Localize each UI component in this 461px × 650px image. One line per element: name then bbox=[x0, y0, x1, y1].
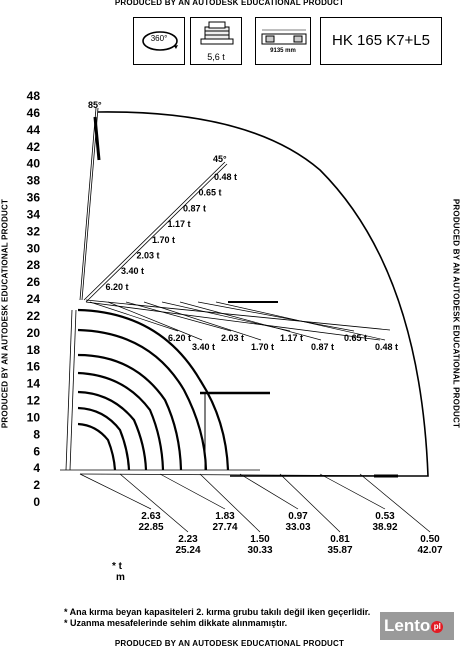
main-capacity-reach: 30.33 bbox=[247, 545, 273, 556]
y-tick-label: 42 bbox=[26, 139, 40, 154]
main-capacity-reach: 33.03 bbox=[285, 522, 311, 533]
watermark-bottom: PRODUCED BY AN AUTODESK EDUCATIONAL PRODUCT bbox=[114, 639, 345, 648]
y-tick-label: 12 bbox=[26, 393, 40, 408]
y-tick-label: 22 bbox=[26, 308, 40, 323]
outer-envelope bbox=[98, 112, 428, 476]
main-capacity-tonnes: 2.23 bbox=[178, 534, 198, 545]
angle-label-85: 85° bbox=[88, 100, 102, 110]
jib-leader-line bbox=[126, 302, 231, 331]
logo-suffix: pl bbox=[431, 621, 443, 633]
main-capacity-tonnes: 1.50 bbox=[250, 534, 270, 545]
rotation-label: 360° bbox=[150, 34, 168, 43]
main-capacity-tonnes: 0.50 bbox=[420, 534, 440, 545]
watermark-right: PRODUCED BY AN AUTODESK EDUCATIONAL PRODUCT bbox=[451, 198, 461, 429]
lento-logo bbox=[380, 612, 454, 640]
y-tick-label: 6 bbox=[33, 444, 40, 459]
diagonal-capacity-labels bbox=[106, 172, 238, 292]
y-tick-label: 4 bbox=[33, 461, 40, 476]
y-tick-label: 46 bbox=[26, 105, 40, 120]
jib-capacity-label: 2.03 t bbox=[221, 333, 245, 343]
diagonal-capacity-label: 0.65 t bbox=[198, 187, 222, 198]
main-leader-line bbox=[240, 474, 298, 509]
y-tick-label: 2 bbox=[33, 478, 40, 493]
jib-capacity-label: 1.70 t bbox=[251, 342, 275, 352]
main-capacity-reach: 42.07 bbox=[417, 545, 443, 556]
diagonal-capacity-label: 1.70 t bbox=[152, 234, 176, 245]
jib-capacity-label: 0.87 t bbox=[311, 342, 335, 352]
y-tick-label: 44 bbox=[26, 122, 40, 137]
y-tick-label: 28 bbox=[26, 258, 40, 273]
main-capacity-reach: 27.74 bbox=[212, 522, 238, 533]
y-tick-label: 10 bbox=[26, 410, 40, 425]
jib-leader-line bbox=[144, 302, 261, 340]
y-tick-label: 8 bbox=[33, 427, 40, 442]
y-tick-label: 36 bbox=[26, 190, 40, 205]
legend-t: * t bbox=[112, 561, 122, 572]
jib-capacity-label: 0.48 t bbox=[375, 342, 399, 352]
y-tick-label: 48 bbox=[26, 89, 40, 103]
main-capacity-tonnes: 2.63 bbox=[141, 511, 161, 522]
logo-text: Lento bbox=[384, 616, 431, 635]
boom-structure bbox=[60, 108, 420, 476]
jib-leader-line bbox=[90, 302, 178, 331]
y-tick-label: 40 bbox=[26, 156, 40, 171]
angle-label-45: 45° bbox=[213, 154, 227, 164]
y-tick-label: 34 bbox=[26, 207, 40, 222]
y-tick-label: 30 bbox=[26, 241, 40, 256]
main-capacity-tonnes: 0.97 bbox=[288, 511, 308, 522]
diagonal-capacity-label: 0.48 t bbox=[214, 172, 238, 182]
diagonal-capacity-label: 3.40 t bbox=[121, 266, 145, 277]
watermark-left: PRODUCED BY AN AUTODESK EDUCATIONAL PRODUCT bbox=[0, 198, 10, 429]
main-leader-line bbox=[160, 474, 225, 509]
main-capacity-reach: 35.87 bbox=[327, 545, 353, 556]
y-axis-ticks bbox=[27, 89, 41, 509]
y-tick-label: 32 bbox=[26, 224, 40, 239]
jib-capacity-label: 1.17 t bbox=[280, 333, 304, 343]
y-tick-label: 20 bbox=[26, 325, 40, 340]
y-tick-label: 14 bbox=[26, 376, 40, 391]
length-label: 9135 mm bbox=[270, 48, 296, 54]
main-capacity-reach: 25.24 bbox=[175, 545, 201, 556]
legend-m: m bbox=[116, 572, 125, 583]
y-tick-label: 0 bbox=[33, 495, 40, 509]
jib-capacity-label: 3.40 t bbox=[192, 342, 216, 352]
weight-label: 5,6 t bbox=[207, 52, 225, 62]
main-capacity-labels bbox=[80, 474, 443, 556]
diagonal-capacity-label: 6.20 t bbox=[105, 281, 129, 292]
note-1: * Ana kırma beyan kapasiteleri 2. kırma grubu takılı değil iken geçerlidir. bbox=[64, 607, 371, 617]
watermark-top: PRODUCED BY AN AUTODESK EDUCATIONAL PRODUCT bbox=[114, 0, 345, 7]
diagonal-capacity-label: 1.17 t bbox=[167, 219, 191, 230]
y-tick-label: 18 bbox=[26, 342, 40, 357]
y-tick-label: 24 bbox=[26, 292, 40, 306]
diagonal-capacity-label: 2.03 t bbox=[136, 250, 160, 261]
main-capacity-reach: 38.92 bbox=[372, 522, 398, 533]
jib-capacity-label: 0.65 t bbox=[344, 333, 368, 343]
model-name: HK 165 K7+L5 bbox=[332, 32, 430, 49]
y-tick-label: 38 bbox=[26, 173, 40, 188]
main-capacity-tonnes: 1.83 bbox=[215, 511, 235, 522]
main-capacity-reach: 22.85 bbox=[138, 522, 164, 533]
note-2: * Uzanma mesafelerinde sehim dikkate alınmamıştır. bbox=[64, 618, 288, 628]
y-tick-label: 16 bbox=[26, 359, 40, 374]
main-leader-line bbox=[320, 474, 385, 509]
y-tick-label: 26 bbox=[26, 275, 40, 290]
main-capacity-tonnes: 0.81 bbox=[330, 534, 350, 545]
jib-capacity-label: 6.20 t bbox=[168, 333, 192, 343]
main-capacity-tonnes: 0.53 bbox=[375, 511, 395, 522]
diagonal-capacity-label: 0.87 t bbox=[183, 203, 207, 214]
